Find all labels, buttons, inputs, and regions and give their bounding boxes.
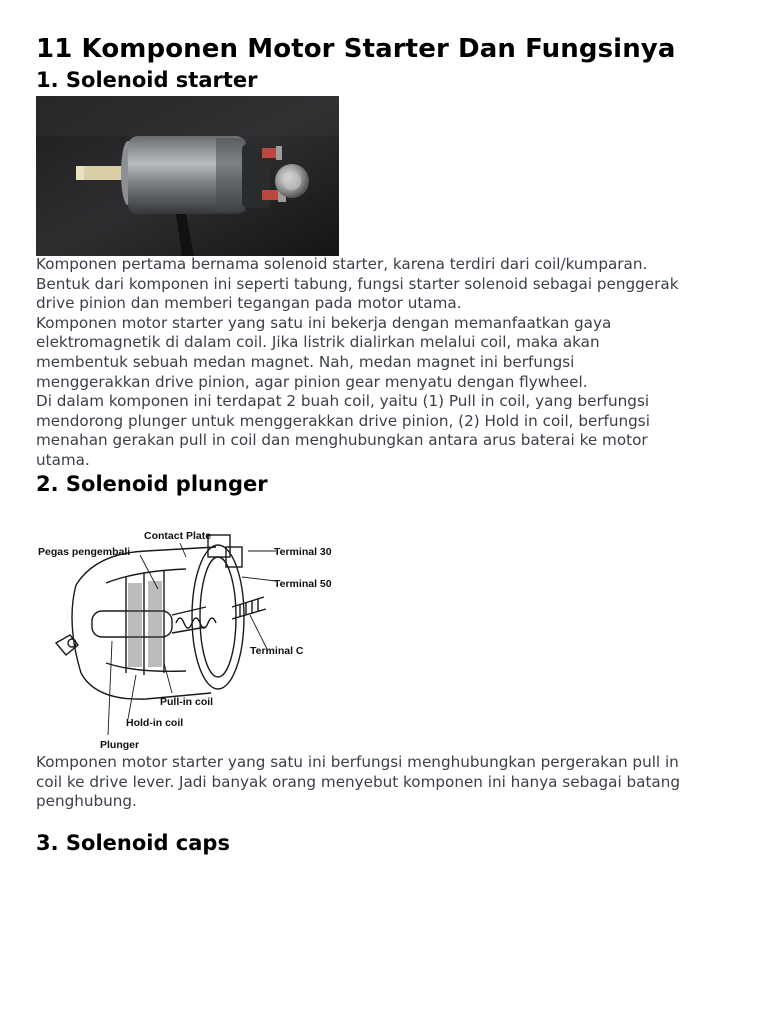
- label-contact-plate: Contact Plate: [144, 530, 212, 542]
- text-line: utama.: [36, 450, 90, 469]
- text-line: menahan gerakan pull in coil dan menghubungkan antara arus baterai ke motor: [36, 431, 648, 450]
- solenoid-starter-photo: [36, 96, 339, 256]
- label-hold-in-coil: Hold-in coil: [126, 717, 184, 729]
- section-1-paragraph: [36, 255, 736, 471]
- text-line: mendorong plunger untuk menggerakkan drive pinion, (2) Hold in coil, berfungsi: [36, 411, 650, 430]
- section-heading-solenoid-starter: 1. Solenoid starter: [36, 68, 258, 92]
- text-line: coil ke drive lever. Jadi banyak orang menyebut komponen ini hanya sebagai batang: [36, 772, 680, 791]
- label-pegas-pengembali: Pegas pengembali: [38, 546, 131, 558]
- text-line: membentuk sebuah medan magnet. Nah, medan magnet ini berfungsi: [36, 352, 575, 371]
- text-line: Komponen motor starter yang satu ini bekerja dengan memanfaatkan gaya: [36, 313, 612, 332]
- text-line: elektromagnetik di dalam coil. Jika listrik dialirkan melalui coil, maka akan: [36, 333, 600, 352]
- text-line: menggerakkan drive pinion, agar pinion gear menyatu dengan flywheel.: [36, 372, 588, 391]
- text-line: Komponen pertama bernama solenoid starter, karena terdiri dari coil/kumparan.: [36, 255, 648, 273]
- label-pull-in-coil: Pull-in coil: [160, 696, 214, 708]
- text-line: penghubung.: [36, 792, 137, 811]
- text-line: Di dalam komponen ini terdapat 2 buah coil, yaitu (1) Pull in coil, yang berfungsi: [36, 392, 650, 411]
- label-terminal-30: Terminal 30: [274, 546, 332, 558]
- section-2-paragraph: [36, 753, 736, 812]
- label-terminal-c: Terminal C: [250, 645, 304, 657]
- label-terminal-50: Terminal 50: [274, 578, 332, 590]
- section-heading-solenoid-caps: 3. Solenoid caps: [36, 831, 230, 855]
- text-line: Komponen motor starter yang satu ini berfungsi menghubungkan pergerakan pull in: [36, 753, 679, 771]
- label-plunger: Plunger: [100, 739, 140, 751]
- page-title: 11 Komponen Motor Starter Dan Fungsinya: [36, 34, 676, 64]
- text-line: Bentuk dari komponen ini seperti tabung, fungsi starter solenoid sebagai penggerak: [36, 274, 679, 293]
- section-heading-solenoid-plunger: 2. Solenoid plunger: [36, 472, 268, 496]
- text-line: drive pinion dan memberi tegangan pada motor utama.: [36, 294, 462, 313]
- solenoid-plunger-diagram: [36, 523, 346, 753]
